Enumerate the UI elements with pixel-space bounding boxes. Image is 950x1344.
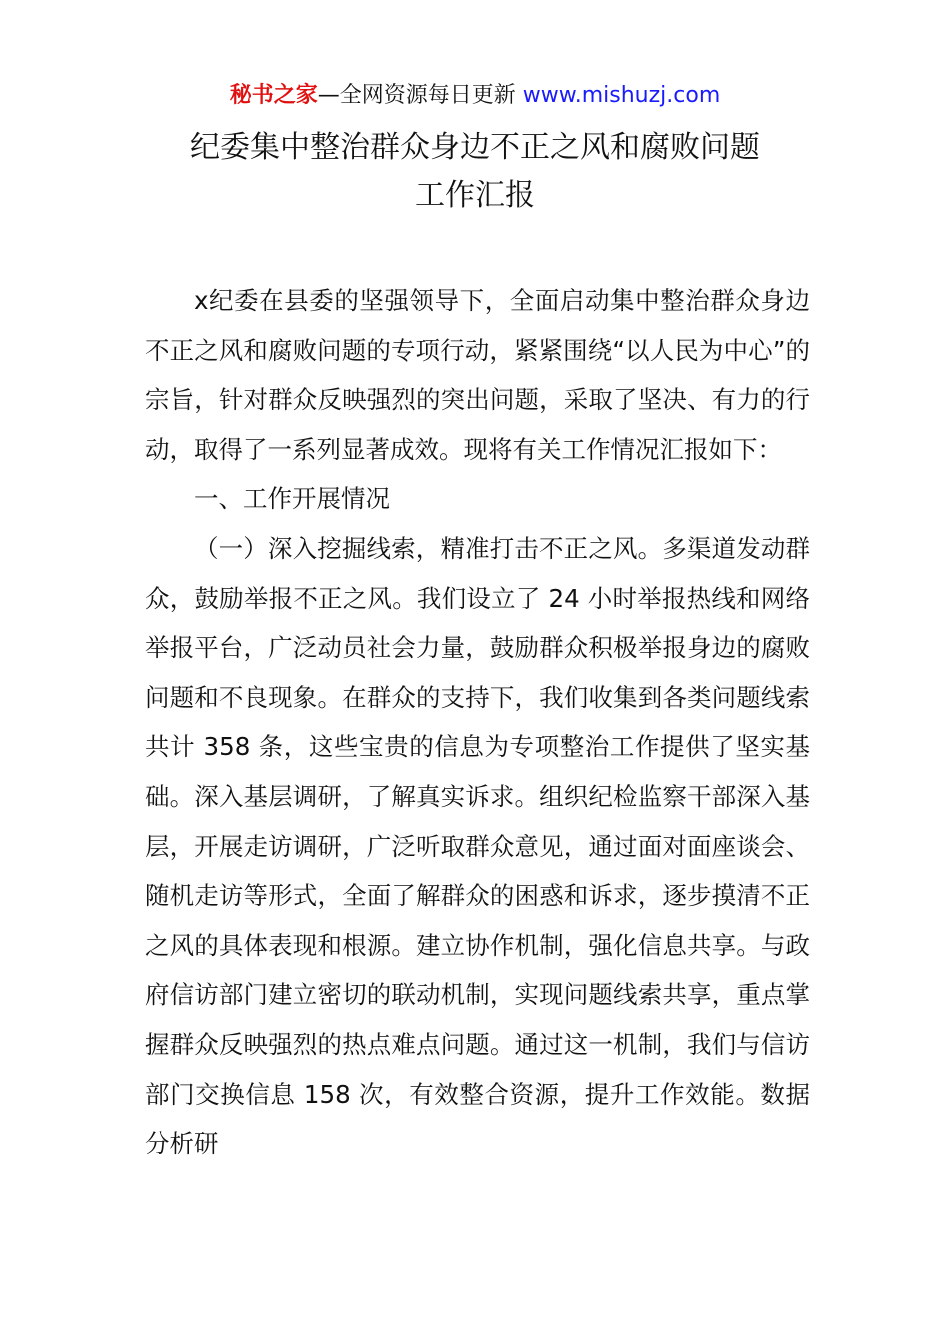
site-header — [0, 80, 950, 112]
section-heading: 一、工作开展情况 — [194, 484, 390, 514]
document-title-line-2: 工作汇报 — [415, 178, 535, 213]
brand-name: 秘书之家 — [229, 83, 318, 108]
document-title-line-1: 纪委集中整治群众身边不正之风和腐败问题 — [190, 130, 760, 165]
site-url-link[interactable]: www.mishuzj.com — [522, 83, 721, 108]
document-body — [145, 276, 810, 1169]
header-tagline: —全网资源每日更新 — [317, 83, 523, 108]
body-paragraph: （一）深入挖掘线索，精准打击不正之风。多渠道发动群众，鼓励举报不正之风。我们设立了 24 小时举报热线和网络举报平台，广泛动员社会力量，鼓励群众积极举报身边的腐败问题和不良现象。在群众的支持下，我们收集到各类问题线索共计 358 条，这些宝贵的信息为专项整治工作提供了坚实基础。深入基层调研，了解真实诉求。组织纪检监察干部深入基层，开展走访调研，广泛听取群众意见，通过面对面座谈会、随机走访等形式，全面了解群众的困惑和诉求，逐步摸清不正之风的具体表现和根源。建立协作机制，强化信息共享。与政府信访部门建立密切的联动机制，实现问题线索共享，重点掌握群众反映强烈的热点难点问题。通过这一机制，我们与信访部门交换信息 158 次，有效整合资源，提升工作效能。数据分析研 — [145, 533, 810, 1159]
intro-paragraph: x纪委在县委的坚强领导下，全面启动集中整治群众身边不正之风和腐败问题的专项行动，紧紧围绕“以人民为中心”的宗旨，针对群众反映强烈的突出问题，采取了坚决、有力的行动，取得了一系列显著成效。现将有关工作情况汇报如下： — [145, 286, 810, 464]
